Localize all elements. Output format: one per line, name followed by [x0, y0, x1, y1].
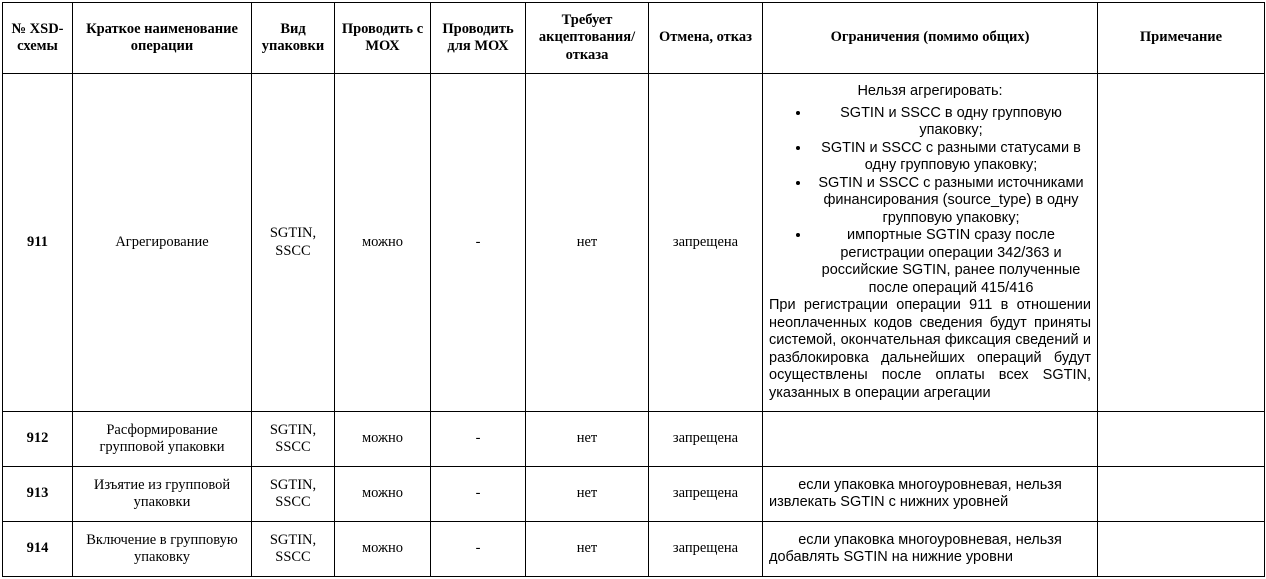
for-mox-value: -: [431, 74, 526, 412]
limitations-cell: [763, 412, 1098, 467]
for-mox-value: -: [431, 412, 526, 467]
operation-name: Изъятие из групповой упаковки: [73, 467, 252, 522]
with-mox-value: можно: [335, 467, 431, 522]
package-type: SGTIN, SSCC: [252, 74, 335, 412]
note-cell: [1098, 412, 1265, 467]
with-mox-value: можно: [335, 412, 431, 467]
table-row: [3, 412, 1265, 467]
header-requires-acceptance: Требует акцептования/ отказа: [526, 3, 649, 74]
xsd-number: 912: [3, 412, 73, 467]
package-type: SGTIN, SSCC: [252, 412, 335, 467]
package-type: SGTIN, SSCC: [252, 522, 335, 577]
header-note: Примечание: [1098, 3, 1265, 74]
acceptance-value: нет: [526, 74, 649, 412]
operation-name: Агрегирование: [73, 74, 252, 412]
with-mox-value: можно: [335, 74, 431, 412]
xsd-number: 911: [3, 74, 73, 412]
cancel-value: запрещена: [649, 522, 763, 577]
operation-name: Включение в групповую упаковку: [73, 522, 252, 577]
with-mox-value: можно: [335, 522, 431, 577]
cancel-value: запрещена: [649, 412, 763, 467]
cancel-value: запрещена: [649, 467, 763, 522]
note-cell: [1098, 522, 1265, 577]
table-row: [3, 74, 1265, 412]
note-cell: [1098, 74, 1265, 412]
acceptance-value: нет: [526, 412, 649, 467]
limitations-cell: если упаковка многоуровневая, нельзя добавлять SGTIN на нижние уровни: [763, 522, 1098, 577]
limitations-list-item: • SGTIN и SSCC с разными источниками финансирования (source_type) в одну групповую упаковку;: [811, 175, 1091, 228]
operation-name: Расформирование групповой упаковки: [73, 412, 252, 467]
for-mox-value: -: [431, 522, 526, 577]
acceptance-value: нет: [526, 467, 649, 522]
limitations-list-item: • SGTIN и SSCC с разными статусами в одну групповую упаковку;: [811, 140, 1091, 175]
limitations-intro: Нельзя агрегировать:: [857, 83, 1003, 99]
acceptance-value: нет: [526, 522, 649, 577]
header-row: [3, 3, 1265, 74]
limitations-cell: [763, 74, 1098, 412]
header-for-mox: Проводить для МОХ: [431, 3, 526, 74]
limitations-list-item: • импортные SGTIN сразу после регистрации операции 342/363 и российские SGTIN, ранее полученные после операций 415/416: [811, 227, 1091, 297]
limitations-cell: если упаковка многоуровневая, нельзя извлекать SGTIN с нижних уровней: [763, 467, 1098, 522]
header-operation-name: Краткое наименование операции: [73, 3, 252, 74]
header-cancel-refuse: Отмена, отказ: [649, 3, 763, 74]
table-row: [3, 467, 1265, 522]
table-row: [3, 522, 1265, 577]
xsd-number: 913: [3, 467, 73, 522]
operations-table: [2, 2, 1265, 577]
limitations-outro: При регистрации операции 911 в отношении неоплаченных кодов сведения будут приняты системой, окончательная фиксация сведений и разблокировка дальнейших операций будут осуществлены после оплаты всех SGTIN, указанных в операции агрегации: [769, 297, 1091, 401]
package-type: SGTIN, SSCC: [252, 467, 335, 522]
header-with-mox: Проводить с МОХ: [335, 3, 431, 74]
for-mox-value: -: [431, 467, 526, 522]
limitations-list-item: • SGTIN и SSCC в одну групповую упаковку;: [811, 105, 1091, 140]
header-xsd-number: № XSD-схемы: [3, 3, 73, 74]
limitations-list: [769, 105, 1091, 298]
header-limitations: Ограничения (помимо общих): [763, 3, 1098, 74]
xsd-number: 914: [3, 522, 73, 577]
header-package-type: Вид упаковки: [252, 3, 335, 74]
cancel-value: запрещена: [649, 74, 763, 412]
note-cell: [1098, 467, 1265, 522]
